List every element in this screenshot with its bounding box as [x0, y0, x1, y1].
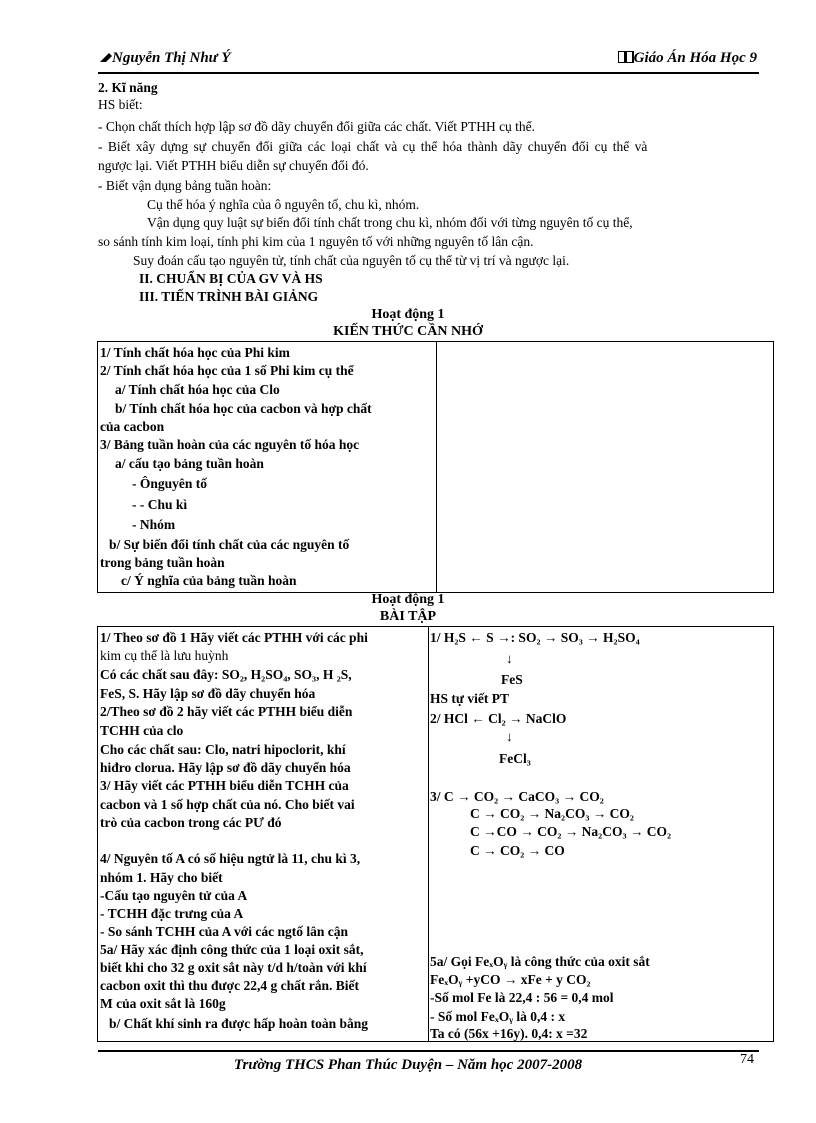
activity-label: Hoạt động 1 [371, 592, 445, 607]
header-rule [98, 72, 759, 74]
table-cell-text: 3/ C → CO₂ → CaCO₃ → CO₂ [430, 789, 604, 804]
table-cell-text: C → CO₂ → CO [470, 843, 565, 858]
table-cell-text: FeₓOᵧ +yCO → xFe + y CO₂ [430, 972, 591, 987]
text-line: Cụ thể hóa ý nghĩa của ô nguyên tố, chu kì, nhóm. [147, 197, 420, 212]
table-cell-text: - - Chu kì [132, 497, 188, 512]
table-cell-text: -Số mol Fe là 22,4 : 56 = 0,4 mol [430, 990, 614, 1005]
column-divider [436, 342, 437, 592]
table-cell-text: trò của cacbon trong các PƯ đó [100, 815, 282, 830]
table-cell-text: hiđro clorua. Hãy lập sơ đồ dãy chuyển hóa [100, 760, 351, 775]
column-divider [428, 627, 429, 1041]
table-cell-text: kim cụ thể là lưu huỳnh [100, 648, 229, 663]
table-cell-text: của cacbon [100, 419, 165, 434]
table-cell-text: 3/ Hãy viết các PTHH biểu diễn TCHH của [100, 778, 349, 793]
table-cell-text: Ta có (56x +16y). 0,4: x =32 [430, 1026, 588, 1041]
table-cell-text: c/ Ý nghĩa của bảng tuần hoàn [121, 573, 297, 588]
table-cell-text: FeS, S. Hãy lập sơ đồ dãy chuyển hóa [100, 686, 316, 701]
table-cell-text: 2/ Tính chất hóa học của 1 số Phi kim cụ thể [100, 363, 354, 378]
footer-rule [98, 1050, 759, 1052]
text-line: - Chọn chất thích hợp lập sơ đồ dãy chuyển đổi giữa các chất. Viết PTHH cụ thể. [98, 119, 536, 134]
table-cell-text: FeS [501, 672, 523, 687]
table-cell-text: biết khi cho 32 g oxit sắt này t/d h/toàn với khí [100, 960, 367, 975]
table-cell-text: nhóm 1. Hãy cho biết [100, 870, 223, 885]
down-arrow: ↓ [506, 729, 513, 744]
activity-title: KIẾN THỨC CẦN NHỚ [333, 324, 483, 339]
table-cell-text: 1/ Theo sơ đồ 1 Hãy viết các PTHH với các phi [100, 630, 368, 645]
table-cell-text: 2/ HCl ← Cl₂ → NaClO [430, 711, 567, 726]
table-cell-text: b/ Tính chất hóa học của cacbon và hợp chất [115, 401, 372, 416]
exercise-table [97, 626, 774, 1042]
text-line: ngược lại. Viết PTHH biểu diễn sự chuyển đổi đó. [98, 158, 369, 173]
table-cell-text: Có các chất sau đây: SO₂, H₂SO₄, SO₃, H ₂S, [100, 667, 352, 682]
table-cell-text: 1/ Tính chất hóa học của Phi kim [100, 345, 290, 360]
table-cell-text: HS tự viết PT [430, 691, 509, 706]
section-heading: III. TIẾN TRÌNH BÀI GIẢNG [139, 289, 319, 304]
table-cell-text: - Nhóm [132, 517, 176, 532]
table-cell-text: 1/ H₂S ← S →: SO₂ → SO₃ → H₂SO₄ [430, 630, 640, 645]
text-line: so sánh tính kim loại, tính phi kim của 1 nguyên tố với những nguyên tố lân cận. [98, 234, 534, 249]
table-cell-text: trong bảng tuần hoàn [100, 555, 225, 570]
down-arrow: ↓ [506, 651, 513, 666]
table-cell-text: 5a/ Hãy xác định công thức của 1 loại oxit sắt, [100, 942, 364, 957]
pen-icon [100, 53, 112, 63]
text-line: - Biết vận dụng bảng tuần hoàn: [98, 178, 272, 193]
table-cell-text: 5a/ Gọi FeₓOᵧ là công thức của oxit sắt [430, 954, 650, 969]
table-cell-text: cacbon và 1 số hợp chất của nó. Cho biết vai [100, 797, 355, 812]
footer-school: Trường THCS Phan Thúc Duyện – Năm học 2007-2008 [233, 1057, 583, 1073]
book-icon [618, 51, 634, 63]
table-cell-text: a/ cấu tạo bảng tuần hoàn [115, 456, 264, 471]
table-cell-text: - Ônguyên tố [132, 476, 208, 491]
table-cell-text: FeCl₃ [499, 751, 531, 766]
text-line: Suy đoán cấu tạo nguyên tử, tính chất của nguyên tố cụ thể từ vị trí và ngược lại. [133, 253, 570, 268]
table-cell-text: a/ Tính chất hóa học của Clo [115, 382, 280, 397]
knowledge-table [97, 341, 774, 593]
table-cell-text: cacbon oxit thì thu được 22,4 g chất rắn. Biết [100, 978, 359, 993]
table-cell-text: M của oxit sắt là 160g [100, 996, 226, 1011]
table-cell-text: - TCHH đặc trưng của A [100, 906, 244, 921]
table-cell-text: - So sánh TCHH của A với các ngtố lân cận [100, 924, 349, 939]
text-line: - Biết xây dựng sự chuyển đổi giữa các loại chất và cụ thể hóa thành dãy chuyển đổi cụ thể và [98, 139, 648, 154]
section-heading: 2. Kĩ năng [98, 80, 158, 95]
table-cell-text: 4/ Nguyên tố A có số hiệu ngtử là 11, chu kì 3, [100, 851, 361, 866]
table-cell-text: b/ Sự biến đổi tính chất của các nguyên tố [109, 537, 350, 552]
table-cell-text: b/ Chất khí sinh ra được hấp hoàn toàn bằng [109, 1016, 369, 1031]
author-name: Nguyễn Thị Như Ý [100, 50, 231, 67]
table-cell-text: Cho các chất sau: Clo, natri hipoclorit, khí [100, 742, 346, 757]
page-header [100, 50, 757, 70]
table-cell-text: - Số mol FeₓOᵧ là 0,4 : x [430, 1009, 566, 1024]
page-number: 74 [740, 1052, 754, 1067]
table-cell-text: 2/Theo sơ đồ 2 hãy viết các PTHH biểu diễn [100, 704, 353, 719]
table-cell-text: C →CO → CO₂ → Na₂CO₃ → CO₂ [470, 824, 672, 839]
activity-title: BÀI TẬP [379, 609, 437, 624]
section-heading: II. CHUẨN BỊ CỦA GV VÀ HS [139, 271, 323, 286]
document-title: Giáo Án Hóa Học 9 [618, 50, 757, 67]
activity-label: Hoạt động 1 [371, 307, 445, 322]
text-line: Vận dụng quy luật sự biến đổi tính chất trong chu kì, nhóm đối với từng nguyên tố cụ thể, [147, 215, 633, 230]
table-cell-text: TCHH của clo [100, 723, 184, 738]
table-cell-text: 3/ Bảng tuần hoàn của các nguyên tố hóa học [100, 437, 360, 452]
table-cell-text: C → CO₂ → Na₂CO₃ → CO₂ [470, 806, 634, 821]
table-cell-text: -Cấu tạo nguyên tử của A [100, 888, 248, 903]
text-line: HS biết: [98, 97, 143, 112]
